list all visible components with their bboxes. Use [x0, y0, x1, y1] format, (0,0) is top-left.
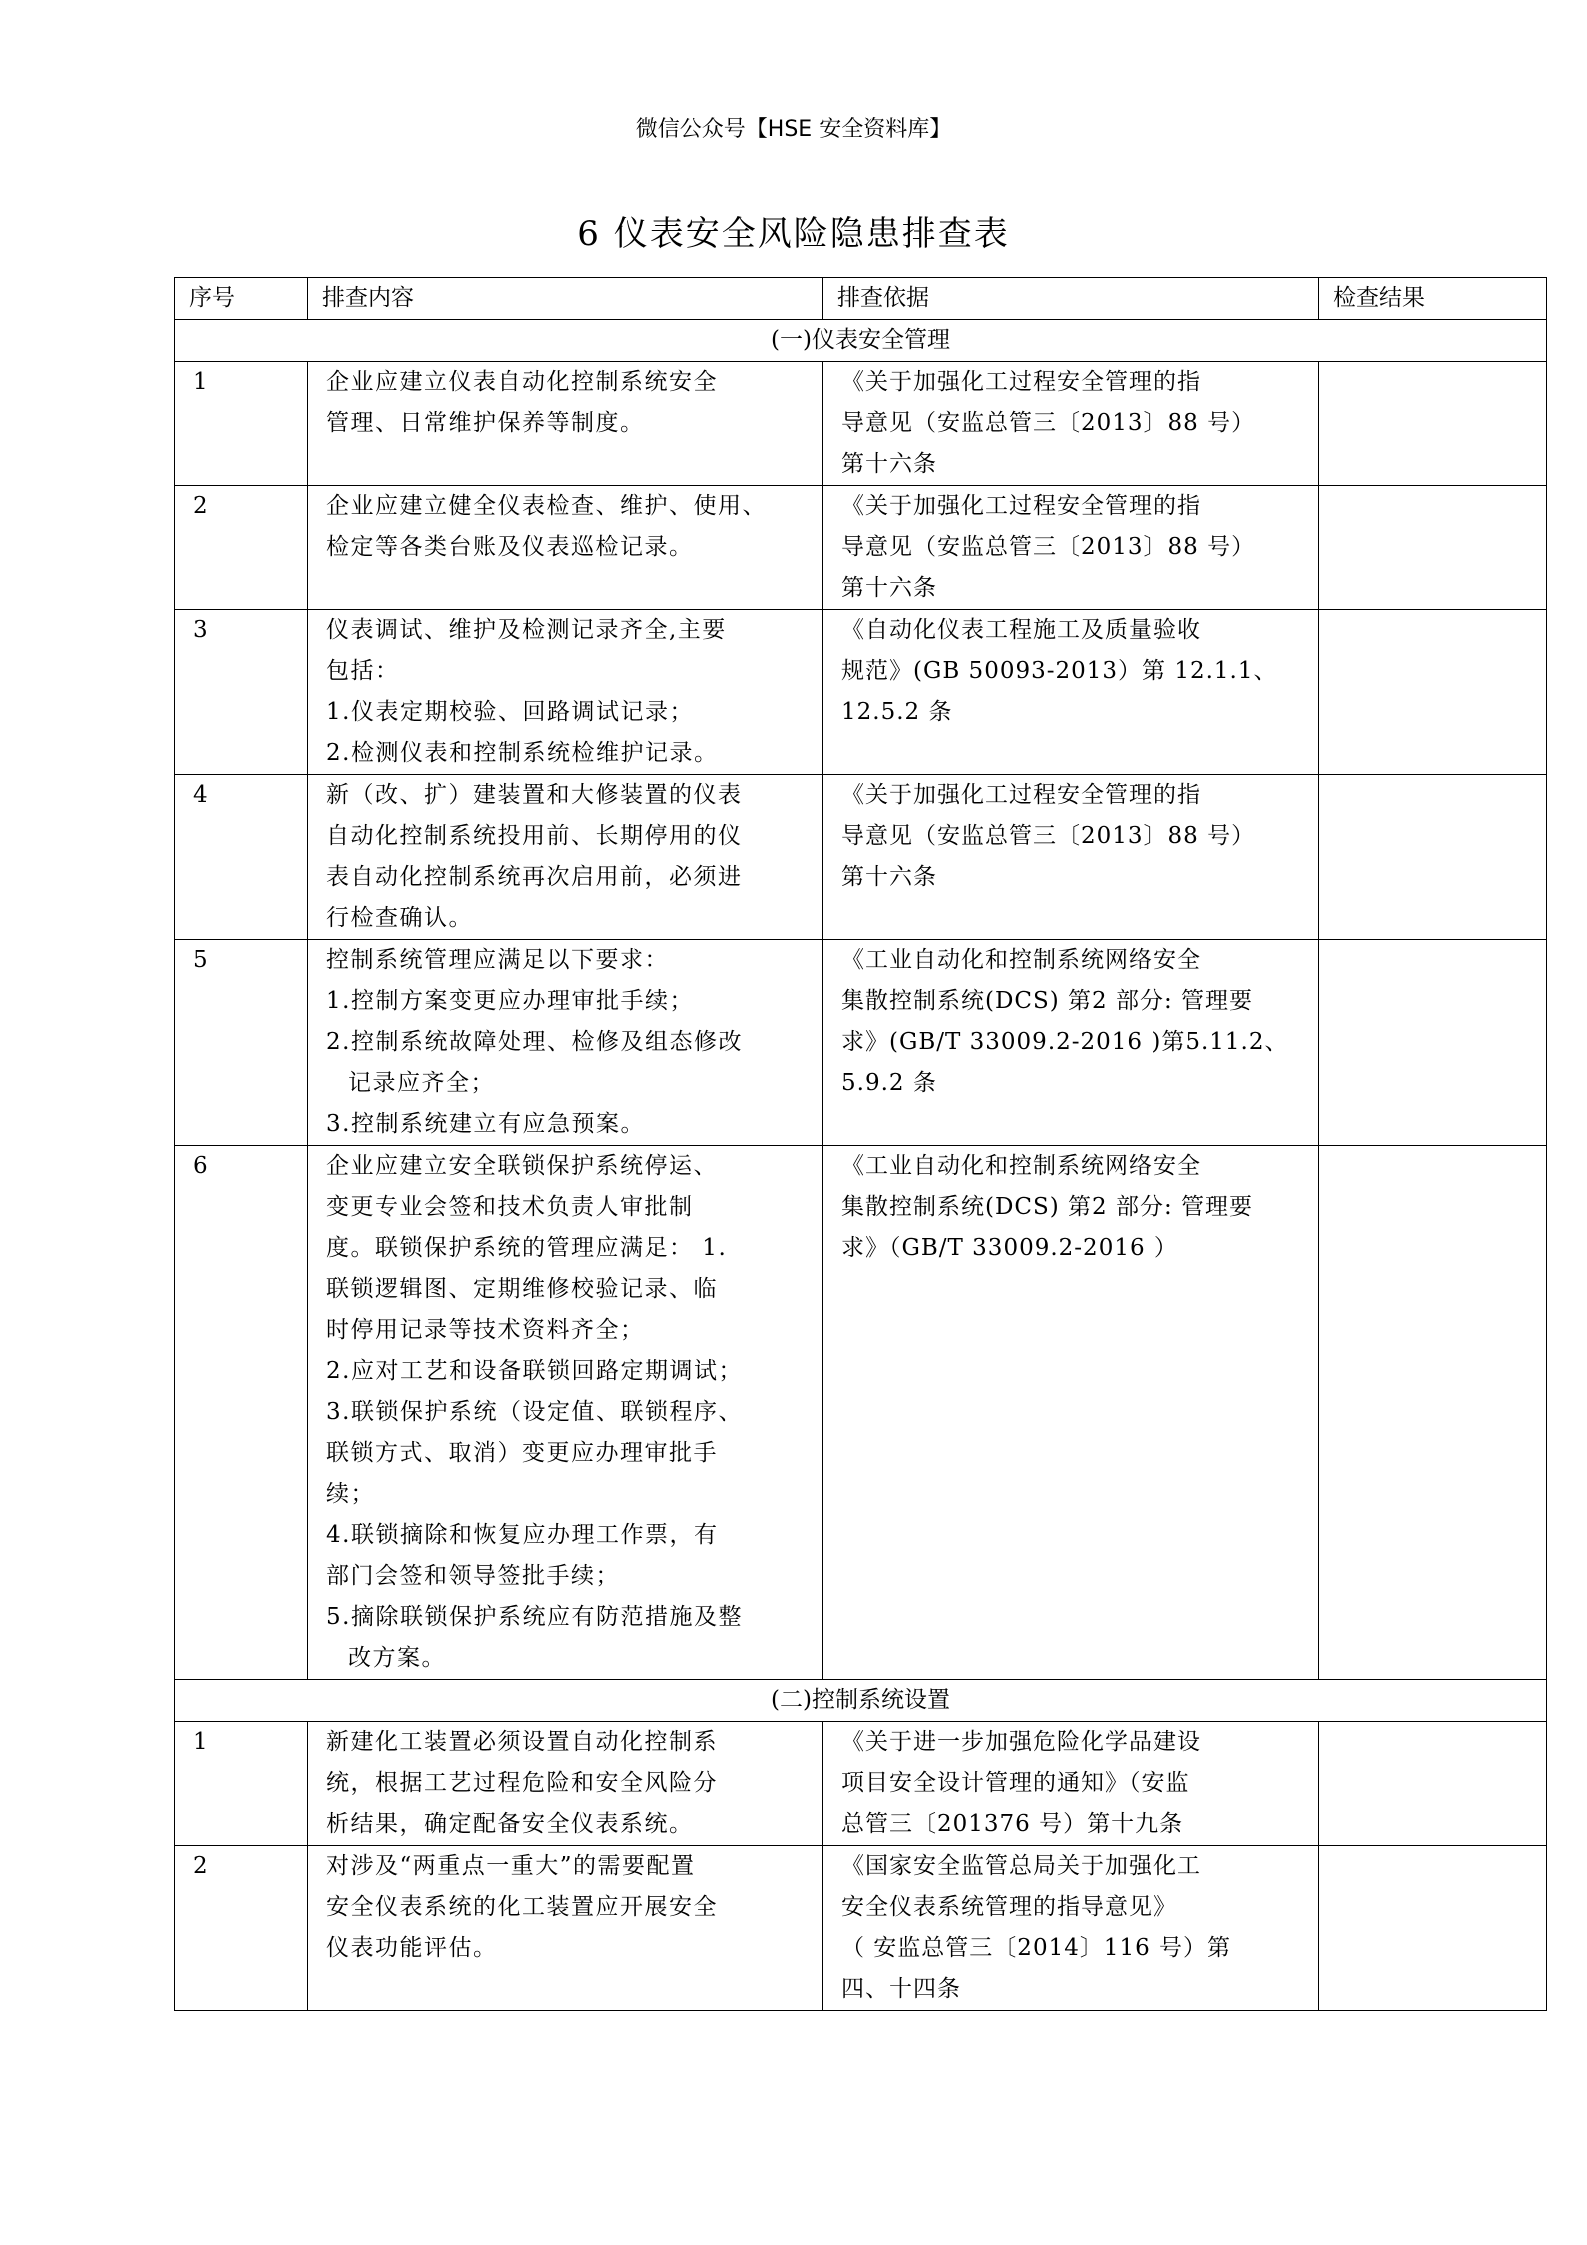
check-result[interactable]: [1319, 1846, 1547, 2011]
check-basis: 《关于进一步加强危险化学品建设 项目安全设计管理的通知》（安监 总管三〔201376 号）第十九条: [823, 1722, 1319, 1846]
check-result[interactable]: [1319, 1146, 1547, 1680]
check-result[interactable]: [1319, 486, 1547, 610]
check-content: 对涉及“两重点一重大”的需要配置 安全仪表系统的化工装置应开展安全 仪表功能评估。: [308, 1846, 823, 2011]
check-basis: 《关于加强化工过程安全管理的指 导意见（安监总管三〔2013〕88 号） 第十六条: [823, 362, 1319, 486]
check-content: 控制系统管理应满足以下要求： 1.控制方案变更应办理审批手续； 2.控制系统故障处理、检修及组态修改 记录应齐全； 3.控制系统建立有应急预案。: [308, 940, 823, 1146]
check-result[interactable]: [1319, 362, 1547, 486]
check-basis: 《工业自动化和控制系统网络安全 集散控制系统(DCS) 第2 部分: 管理要 求》（GB/T 33009.2-2016 ）: [823, 1146, 1319, 1680]
row-number: 5: [175, 940, 308, 1146]
section-title: (一)仪表安全管理: [175, 320, 1547, 362]
check-basis: 《工业自动化和控制系统网络安全 集散控制系统(DCS) 第2 部分: 管理要 求》(GB/T 33009.2-2016 )第5.11.2、 5.9.2 条: [823, 940, 1319, 1146]
inspection-table: [174, 277, 1547, 2011]
check-content: 仪表调试、维护及检测记录齐全,主要 包括： 1.仪表定期校验、回路调试记录； 2.检测仪表和控制系统检维护记录。: [308, 610, 823, 775]
row-number: 4: [175, 775, 308, 940]
page-title: 6 仪表安全风险隐患排查表: [577, 214, 1010, 254]
check-content: 企业应建立仪表自动化控制系统安全 管理、日常维护保养等制度。: [308, 362, 823, 486]
table-row: [175, 940, 1547, 1146]
section-title: (二)控制系统设置: [175, 1680, 1547, 1722]
table-row: [175, 610, 1547, 775]
check-content: 新（改、扩）建装置和大修装置的仪表 自动化控制系统投用前、长期停用的仪 表自动化控制系统再次启用前，必须进 行检查确认。: [308, 775, 823, 940]
table-row: [175, 1846, 1547, 2011]
section-row: [175, 1680, 1547, 1722]
check-content: 新建化工装置必须设置自动化控制系 统，根据工艺过程危险和安全风险分 析结果，确定配备安全仪表系统。: [308, 1722, 823, 1846]
table-row: [175, 775, 1547, 940]
check-result[interactable]: [1319, 940, 1547, 1146]
check-content: 企业应建立健全仪表检查、维护、使用、 检定等各类台账及仪表巡检记录。: [308, 486, 823, 610]
section-row: [175, 320, 1547, 362]
column-header-basis: 排查依据: [823, 278, 1319, 320]
check-result[interactable]: [1319, 775, 1547, 940]
row-number: 1: [175, 1722, 308, 1846]
check-basis: 《关于加强化工过程安全管理的指 导意见（安监总管三〔2013〕88 号） 第十六条: [823, 486, 1319, 610]
table-row: [175, 362, 1547, 486]
row-number: 2: [175, 1846, 308, 2011]
row-number: 3: [175, 610, 308, 775]
table-row: [175, 486, 1547, 610]
row-number: 2: [175, 486, 308, 610]
column-header-result: 检查结果: [1319, 278, 1547, 320]
check-basis: 《自动化仪表工程施工及质量验收 规范》(GB 50093-2013）第 12.1.1、 12.5.2 条: [823, 610, 1319, 775]
check-basis: 《关于加强化工过程安全管理的指 导意见（安监总管三〔2013〕88 号） 第十六条: [823, 775, 1319, 940]
table-row: [175, 1722, 1547, 1846]
check-result[interactable]: [1319, 610, 1547, 775]
check-basis: 《国家安全监管总局关于加强化工 安全仪表系统管理的指导意见》 （ 安监总管三〔2014〕116 号）第 四、十四条: [823, 1846, 1319, 2011]
column-header-content: 排查内容: [308, 278, 823, 320]
check-result[interactable]: [1319, 1722, 1547, 1846]
row-number: 1: [175, 362, 308, 486]
check-content: 企业应建立安全联锁保护系统停运、 变更专业会签和技术负责人审批制 度。联锁保护系统的管理应满足： 1. 联锁逻辑图、定期维修校验记录、临 时停用记录等技术资料齐全； 2.应对工艺和设备联锁回路定期调试； 3.联锁保护系统（设定值、联锁程序、 联锁方式、取消）变更应办理审批手 续； 4.联锁摘除和恢复应办理工作票，有 部门会签和领导签批手续； 5.摘除联锁保护系统应有防范措施及整 改方案。: [308, 1146, 823, 1680]
header-note: 微信公众号【HSE 安全资料库】: [635, 117, 952, 142]
table-row: [175, 1146, 1547, 1680]
table-header-row: [175, 278, 1547, 320]
column-header-no: 序号: [175, 278, 308, 320]
row-number: 6: [175, 1146, 308, 1680]
